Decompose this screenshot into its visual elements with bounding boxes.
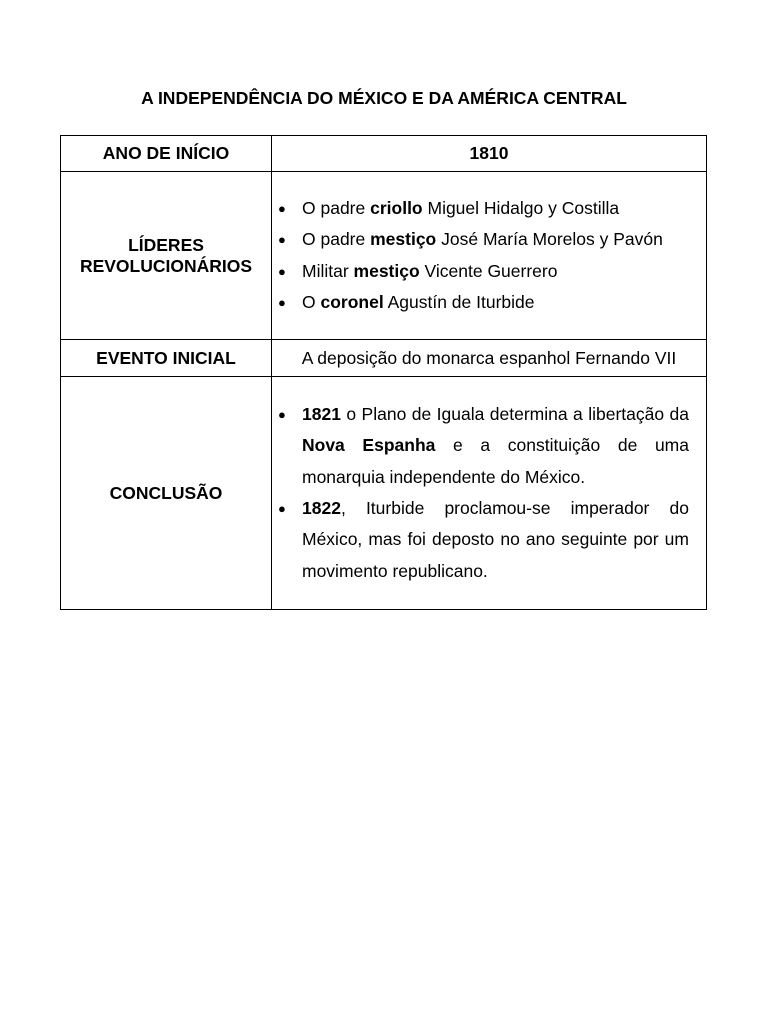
leader-item — [278, 224, 689, 255]
leader-text: O padre — [302, 197, 371, 218]
leader-item — [278, 287, 689, 318]
leader-text: O — [302, 291, 321, 312]
bullet-icon: ● — [278, 294, 286, 310]
leader-bold-term: coronel — [320, 291, 384, 312]
conclusion-year: 1822 — [302, 498, 341, 518]
independence-table — [60, 135, 707, 610]
leaders-label — [61, 172, 272, 340]
conclusion-list — [272, 399, 706, 587]
conclusion-text: o Plano de Iguala determina a libertação da — [340, 404, 689, 425]
conclusion-year: 1821 — [302, 404, 341, 425]
start-year-value: 1810 — [272, 136, 707, 172]
bullet-icon: ● — [278, 407, 286, 423]
leader-name: Miguel Hidalgo y Costilla — [422, 197, 620, 218]
leader-bold-term: mestiço — [353, 260, 420, 281]
leader-bold-term: mestiço — [370, 229, 437, 250]
leaders-label-line1: LÍDERES — [128, 234, 204, 255]
bullet-icon: ● — [278, 263, 286, 279]
table-row-leaders — [61, 172, 707, 340]
leader-name: José María Morelos y Pavón — [436, 229, 663, 250]
bullet-icon: ● — [278, 200, 286, 216]
conclusion-label: CONCLUSÃO — [61, 377, 272, 610]
initial-event-label: EVENTO INICIAL — [61, 340, 272, 377]
conclusion-item — [278, 493, 689, 587]
bullet-icon: ● — [278, 232, 286, 248]
conclusion-item — [278, 399, 689, 493]
leaders-label-line2: REVOLUCIONÁRIOS — [79, 255, 253, 276]
initial-event-value: A deposição do monarca espanhol Fernando VII — [272, 340, 707, 377]
leader-bold-term: criollo — [370, 197, 423, 218]
leader-text: O padre — [302, 229, 371, 250]
leader-item — [278, 256, 689, 287]
leader-item — [278, 193, 689, 224]
table-row-start-year — [61, 136, 707, 172]
leaders-list — [272, 193, 706, 318]
leader-name: Vicente Guerrero — [419, 260, 558, 281]
start-year-label: ANO DE INÍCIO — [61, 136, 272, 172]
leader-text: Militar — [302, 260, 354, 281]
table-row-conclusion — [61, 377, 707, 610]
conclusion-text: e a constituição de uma monarquia independente do México. — [302, 435, 689, 487]
conclusion-text: , Iturbide proclamou-se imperador do México, mas foi deposto no ano seguinte por um movimento republicano. — [302, 498, 689, 581]
conclusion-value — [272, 377, 707, 610]
table-row-initial-event — [61, 340, 707, 377]
leaders-value — [272, 172, 707, 340]
document-title: A INDEPENDÊNCIA DO MÉXICO E DA AMÉRICA CENTRAL — [141, 88, 627, 108]
conclusion-bold-term: Nova Espanha — [302, 435, 436, 456]
bullet-icon: ● — [278, 501, 286, 516]
leader-name: Agustín de Iturbide — [383, 291, 535, 312]
